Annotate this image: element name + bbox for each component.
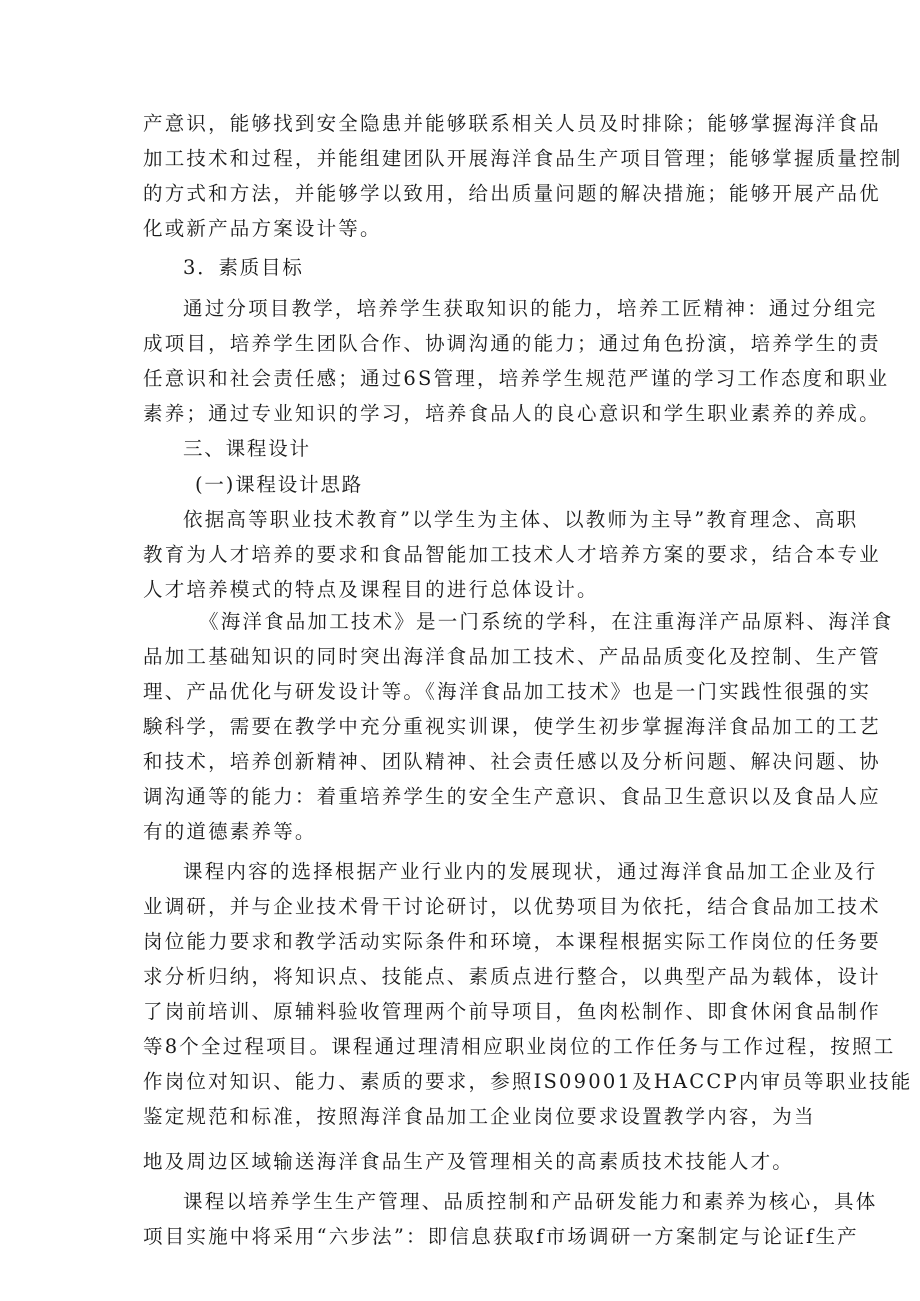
paragraph-line: 人才培养模式的特点及课程目的进行总体设计。	[143, 578, 599, 601]
paragraph-line: 化或新产品方案设计等。	[143, 217, 382, 240]
paragraph-line: 素养；通过专业知识的学习，培养食品人的良心意识和学生职业素养的养成。	[143, 402, 881, 425]
paragraph-line: 业调研，并与企业技术骨干讨论研讨，以优势项目为依托，结合食品加工技术	[143, 895, 881, 918]
section-heading: 三、课程设计	[183, 437, 311, 460]
paragraph-line: 験科学，需要在教学中充分重视实训课，使学生初步掌握海洋食品加工的工艺	[143, 715, 881, 738]
paragraph-line: 课程以培养学生生产管理、品质控制和产品研发能力和素养为核心，具体	[183, 1190, 878, 1213]
paragraph-line: 的方式和方法，并能够学以致用，给出质量问题的解决措施；能够开展产品优	[143, 182, 881, 205]
paragraph-line: 岗位能力要求和教学活动实际条件和环境，本课程根据实际工作岗位的任务要	[143, 930, 881, 953]
paragraph-line: 产意识，能够找到安全隐患并能够联系相关人员及时排除；能够掌握海洋食品	[143, 112, 881, 135]
paragraph-line: 品加工基础知识的同时突出海洋食品加工技术、产品品质变化及控制、生产管	[143, 645, 881, 668]
paragraph-line: 等8个全过程项目。课程通过理清相应职业岗位的工作任务与工作过程，按照工	[143, 1035, 896, 1058]
paragraph-line: 通过分项目教学，培养学生获取知识的能力，培养工匠精神：通过分组完	[183, 297, 878, 320]
subsection-heading: (一)课程设计思路	[195, 473, 363, 496]
paragraph-line: 项目实施中将采用“六步法”：即信息获取f市场调研一方案制定与论证f生产	[143, 1225, 859, 1248]
paragraph-line: 地及周边区域输送海洋食品生产及管理相关的高素质技术技能人才。	[143, 1150, 795, 1173]
paragraph-line: 课程内容的选择根据产业行业内的发展现状，通过海洋食品加工企业及行	[183, 860, 878, 883]
paragraph-line: 作岗位对知识、能力、素质的要求，参照IS09001及HACCP内审员等职业技能	[143, 1070, 913, 1093]
paragraph-line: 依据高等职业技术教育”以学生为主体、以教师为主导”教育理念、高职	[183, 508, 859, 531]
paragraph-line: 调沟通等的能力：着重培养学生的安全生产意识、食品卫生意识以及食品人应	[143, 785, 881, 808]
paragraph-line: 教育为人才培养的要求和食品智能加工技术人才培养方案的要求，结合本专业	[143, 543, 881, 566]
paragraph-line: 鉴定规范和标准，按照海洋食品加工企业岗位要求设置教学内容，为当	[143, 1105, 816, 1128]
paragraph-line: 《海洋食品加工技术》是一门系统的学科，在注重海洋产品原料、海洋食	[199, 610, 894, 633]
paragraph-line: 和技术，培养创新精神、团队精神、社会责任感以及分析问题、解决问题、协	[143, 750, 881, 773]
paragraph-line: 了岗前培训、原辅料验收管理两个前导项目，鱼肉松制作、即食休闲食品制作	[143, 1000, 881, 1023]
paragraph-line: 成项目，培养学生团队合作、协调沟通的能力；通过角色扮演，培养学生的责	[143, 332, 881, 355]
paragraph-line: 加工技术和过程，并能组建团队开展海洋食品生产项目管理；能够掌握质量控制	[143, 147, 903, 170]
paragraph-line: 理、产品优化与研发设计等。《海洋食品加工技术》也是一门实践性很强的实	[143, 680, 872, 703]
section-heading: 3．素质目标	[183, 256, 304, 279]
paragraph-line: 任意识和社会责任感；通过6S管理，培养学生规范严谨的学习工作态度和职业	[143, 367, 890, 390]
paragraph-line: 有的道德素养等。	[143, 820, 317, 843]
paragraph-line: 求分析归纳，将知识点、技能点、素质点进行整合，以典型产品为载体，设计	[143, 965, 881, 988]
